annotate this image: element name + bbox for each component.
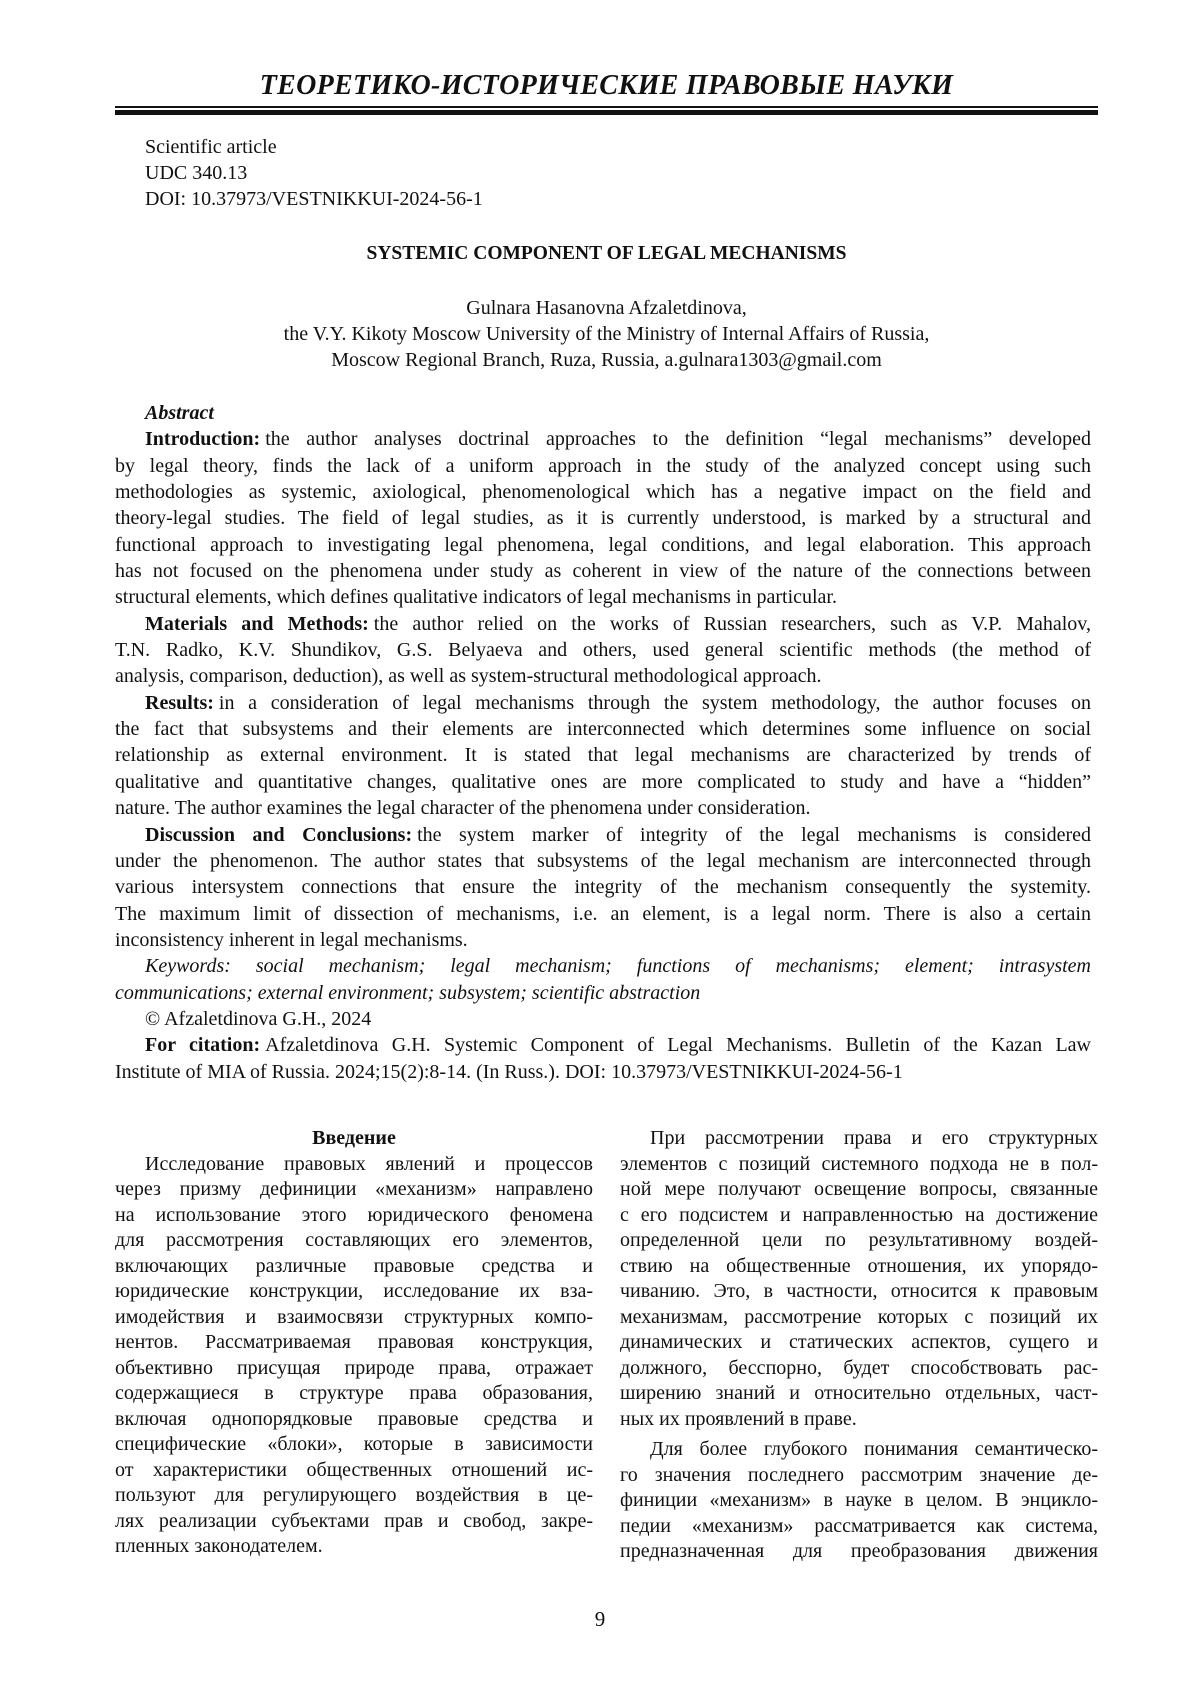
text-line: лях реализации субъектами прав и свобод, закре- [115, 1509, 593, 1535]
text-line: ной мере получают освещение вопросы, связанные [620, 1177, 1098, 1203]
text-line [115, 822, 1091, 848]
author-affiliation: the V.Y. Kikoty Moscow University of the Ministry of Internal Affairs of Russia, [115, 321, 1098, 347]
abstract-paragraphs [115, 426, 1091, 953]
text-line: го значения последнего рассмотрим значение де- [620, 1463, 1098, 1489]
text-line: has not focused on the phenomena under study as coherent in view of the nature of the connections between [115, 558, 1091, 584]
text-line: динамических и статических аспектов, сущего и [620, 1330, 1098, 1356]
text-line: финиции «механизм» в науке в целом. В энцикло- [620, 1488, 1098, 1514]
keywords [115, 953, 1091, 1006]
text-line: Institute of MIA of Russia. 2024;15(2):8-14. (In Russ.). DOI: 10.37973/VESTNIKKUI-2024-56-1 [115, 1059, 1091, 1085]
citation-text [115, 1032, 1091, 1085]
text-line [115, 1032, 1091, 1058]
text-line: элементов с позиций системного подхода не в пол- [620, 1152, 1098, 1178]
body-paragraph [620, 1437, 1098, 1565]
text-line: пленных законодателем. [115, 1534, 593, 1560]
paragraph-lead: Introduction: [145, 428, 260, 450]
text-line: должного, бесспорно, будет способствовать рас- [620, 1356, 1098, 1382]
abstract-materials-methods [115, 611, 1091, 690]
text-line: structural elements, which defines qualitative indicators of legal mechanisms in particular. [115, 584, 1091, 610]
article-meta [145, 134, 483, 212]
text-line: педии «механизм» рассматривается как система, [620, 1514, 1098, 1540]
body-paragraph [115, 1152, 593, 1560]
text-line: Keywords: social mechanism; legal mechanism; functions of mechanisms; element; intrasystem [115, 953, 1091, 979]
text-line: ных их проявлений в праве. [620, 1407, 1098, 1433]
text-line [115, 611, 1091, 637]
abstract-introduction [115, 426, 1091, 610]
text-line: by legal theory, finds the lack of a uniform approach in the study of the analyzed concept using such [115, 453, 1091, 479]
text-line: ширению знаний и относительно отдельных, част- [620, 1381, 1098, 1407]
text-line: включающих различные правовые средства и [115, 1254, 593, 1280]
text-line: содержащиеся в структуре права образования, [115, 1381, 593, 1407]
text-line: нентов. Рассматриваемая правовая конструкция, [115, 1330, 593, 1356]
paragraph-text: the author relied on the works of Russian researchers, such as V.P. Mahalov, [374, 613, 1091, 635]
text-line: Исследование правовых явлений и процессов [115, 1152, 593, 1178]
body-column-left [115, 1126, 593, 1560]
paragraph-lead: Results: [145, 692, 214, 714]
article-title: SYSTEMIC COMPONENT OF LEGAL MECHANISMS [115, 241, 1098, 267]
text-line: предназначенная для преобразования движения [620, 1539, 1098, 1565]
text-line: the fact that subsystems and their elements are interconnected which determines some influence on social [115, 716, 1091, 742]
text-line: under the phenomenon. The author states that subsystems of the legal mechanism are interconnected through [115, 848, 1091, 874]
keywords-text [115, 953, 1091, 1006]
text-line: ствию на общественные отношения, их упорядо- [620, 1254, 1098, 1280]
text-line: для рассмотрения составляющих его элементов, [115, 1228, 593, 1254]
text-line: с его подсистем и направленностью на достижение [620, 1203, 1098, 1229]
article-type: Scientific article [145, 134, 483, 160]
text-line [115, 690, 1091, 716]
abstract [115, 400, 1091, 1085]
text-line: При рассмотрении права и его структурных [620, 1126, 1098, 1152]
text-line: T.N. Radko, K.V. Shundikov, G.S. Belyaeva and others, used general scientific methods (the method of [115, 637, 1091, 663]
abstract-discussion [115, 822, 1091, 954]
author-location-email: Moscow Regional Branch, Ruza, Russia, a.gulnara1303@gmail.com [115, 347, 1098, 373]
copyright: © Afzaletdinova G.H., 2024 [115, 1006, 1091, 1032]
text-line: analysis, comparison, deduction), as well as system-structural methodological approach. [115, 663, 1091, 689]
text-line: functional approach to investigating legal phenomena, legal conditions, and legal elaboration. This approach [115, 532, 1091, 558]
text-line: юридические конструкции, исследование их вза- [115, 1279, 593, 1305]
text-line: механизмам, рассмотрение которых с позиций их [620, 1305, 1098, 1331]
paragraph-lead: For citation: [145, 1034, 260, 1056]
text-line: через призму дефиниции «механизм» направлено [115, 1177, 593, 1203]
text-line: на использование этого юридического феномена [115, 1203, 593, 1229]
abstract-label: Abstract [115, 400, 1091, 426]
text-line: пользуют для регулирующего воздействия в це- [115, 1483, 593, 1509]
paragraph-text: the author analyses doctrinal approaches to the definition “legal mechanisms” developed [265, 428, 1091, 450]
text-line: включая однопорядковые правовые средства и [115, 1407, 593, 1433]
text-line: имодействия и взаимосвязи структурных компо- [115, 1305, 593, 1331]
text-line: чиванию. Это, в частности, относится к правовым [620, 1279, 1098, 1305]
text-line: специфические «блоки», которые в зависимости [115, 1432, 593, 1458]
doi: DOI: 10.37973/VESTNIKKUI-2024-56-1 [145, 186, 483, 212]
text-line: theory-legal studies. The field of legal studies, as it is currently understood, is marked by a structural and [115, 505, 1091, 531]
udc-code: UDC 340.13 [145, 160, 483, 186]
body-paragraph [620, 1126, 1098, 1432]
left-paragraphs [115, 1152, 593, 1560]
journal-section-header: ТЕОРЕТИКО-ИСТОРИЧЕСКИЕ ПРАВОВЫЕ НАУКИ [115, 68, 1098, 104]
body-column-right [620, 1126, 1098, 1565]
text-line: определенной цели по результативному воздей- [620, 1228, 1098, 1254]
paragraph-lead: Materials and Methods: [145, 613, 369, 635]
paragraph-text: Afzaletdinova G.H. Systemic Component of Legal Mechanisms. Bulletin of the Kazan Law [265, 1034, 1091, 1056]
paragraph-lead: Discussion and Conclusions: [145, 824, 412, 846]
header-rule-thin [115, 106, 1098, 108]
author-block [115, 295, 1098, 373]
page-number: 9 [0, 1607, 1200, 1632]
text-line: The maximum limit of dissection of mechanisms, i.e. an element, is a legal norm. There is also a certain [115, 901, 1091, 927]
text-line: various intersystem connections that ensure the integrity of the mechanism consequently the systemity. [115, 874, 1091, 900]
text-line: от характеристики общественных отношений ис- [115, 1458, 593, 1484]
text-line: nature. The author examines the legal character of the phenomena under consideration. [115, 795, 1091, 821]
text-line: inconsistency inherent in legal mechanisms. [115, 927, 1091, 953]
paragraph-text: in a consideration of legal mechanisms through the system methodology, the author focuses on [219, 692, 1091, 714]
text-line: relationship as external environment. It is stated that legal mechanisms are characterized by trends of [115, 742, 1091, 768]
text-line: Для более глубокого понимания семантическо- [620, 1437, 1098, 1463]
paragraph-text: the system marker of integrity of the legal mechanisms is considered [417, 824, 1091, 846]
text-line: communications; external environment; subsystem; scientific abstraction [115, 980, 1091, 1006]
header-rule-thick [115, 110, 1098, 115]
text-line [115, 426, 1091, 452]
author-name: Gulnara Hasanovna Afzaletdinova, [115, 295, 1098, 321]
text-line: объективно присущая природе права, отражает [115, 1356, 593, 1382]
text-line: methodologies as systemic, axiological, phenomenological which has a negative impact on the field and [115, 479, 1091, 505]
citation [115, 1032, 1091, 1085]
abstract-results [115, 690, 1091, 822]
section-heading-introduction: Введение [115, 1126, 593, 1152]
text-line: qualitative and quantitative changes, qualitative ones are more complicated to study and have a “hidden” [115, 769, 1091, 795]
